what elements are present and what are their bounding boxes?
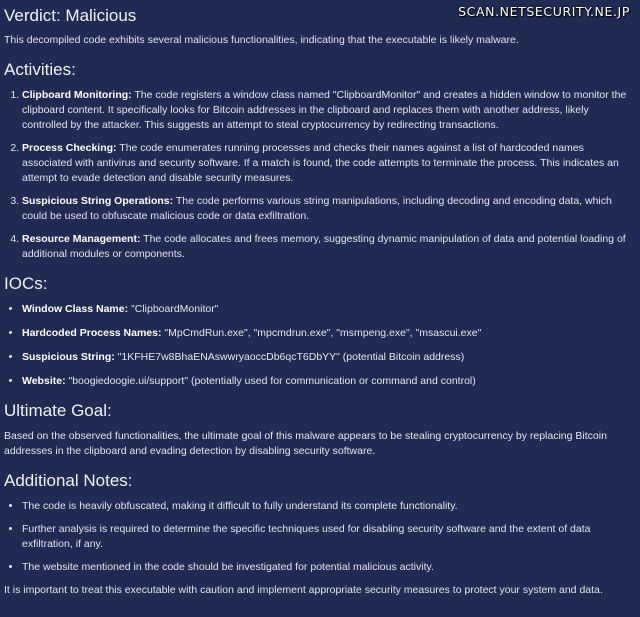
activity-item xyxy=(22,194,632,224)
watermark: SCAN.NETSECURITY.NE.JP xyxy=(458,4,630,19)
ioc-label: Hardcoded Process Names: xyxy=(22,327,162,339)
activity-label: Resource Management: xyxy=(22,233,141,245)
ioc-text: "1KFHE7w8BhaENAswwryaoccDb6qcT6DbYY" (potential Bitcoin address) xyxy=(114,351,465,363)
verdict-summary: This decompiled code exhibits several malicious functionalities, indicating that the executable is likely malware. xyxy=(4,34,519,46)
activity-item xyxy=(22,88,632,133)
activity-label: Suspicious String Operations: xyxy=(22,195,174,207)
goal-text: Based on the observed functionalities, the ultimate goal of this malware appears to be stealing cryptocurrency by replacing Bitcoin addresses in the clipboard and evading detection by disabling security software. xyxy=(4,430,607,457)
activity-item xyxy=(22,232,632,262)
activity-text: The code allocates and frees memory, suggesting dynamic manipulation of data and potential loading of additional modules or components. xyxy=(22,233,626,260)
activities-list xyxy=(4,88,632,262)
notes-list xyxy=(4,499,632,575)
ioc-item xyxy=(22,326,632,341)
ioc-item xyxy=(22,350,632,365)
verdict-title: Verdict: Malicious xyxy=(4,6,137,25)
iocs-heading: IOCs: xyxy=(4,274,48,293)
note-item: • The code is heavily obfuscated, making it difficult to fully understand its complete functionality. xyxy=(22,499,632,514)
activity-text: The code registers a window class named "ClipboardMonitor" and creates a hidden window to monitor the clipboard content. It specifically looks for Bitcoin addresses in the clipboard and replaces them with another address, likely controlled by the attacker. This suggests an attempt to steal cryptocurrency by redirecting transactions. xyxy=(22,89,627,131)
activity-label: Clipboard Monitoring: xyxy=(22,89,132,101)
ioc-text: "MpCmdRun.exe", "mpcmdrun.exe", "msmpeng.exe", "msascui.exe" xyxy=(161,327,482,339)
activity-text: The code enumerates running processes and checks their names against a list of hardcoded names associated with antivirus and security software. If a match is found, the code attempts to terminate the process. This indicates an attempt to evade detection and disable security measures. xyxy=(22,142,619,184)
ioc-text: "boogiedoogie.ui/support" (potentially used for communication or command and control) xyxy=(65,375,476,387)
activity-text: The code performs various string manipulations, including decoding and encoding data, which could be used to obfuscate malicious code or data exfiltration. xyxy=(22,195,612,222)
ioc-label: Suspicious String: xyxy=(22,351,115,363)
ioc-item xyxy=(22,302,632,317)
ioc-label: Website: xyxy=(22,375,66,387)
iocs-list xyxy=(4,302,632,389)
notes-heading: Additional Notes: xyxy=(4,471,133,490)
goal-heading: Ultimate Goal: xyxy=(4,401,112,420)
activity-label: Process Checking: xyxy=(22,142,117,154)
ioc-item xyxy=(22,374,632,389)
note-item: • Further analysis is required to determine the specific techniques used for disabling security software and the extent of data exfiltration, if any. xyxy=(22,522,632,552)
ioc-text: "ClipboardMonitor" xyxy=(128,303,219,315)
closing-text: It is important to treat this executable with caution and implement appropriate security measures to protect your system and data. xyxy=(4,584,603,596)
ioc-label: Window Class Name: xyxy=(22,303,129,315)
note-item: • The website mentioned in the code should be investigated for potential malicious activity. xyxy=(22,560,632,575)
activities-heading: Activities: xyxy=(4,60,76,79)
activity-item xyxy=(22,141,632,186)
